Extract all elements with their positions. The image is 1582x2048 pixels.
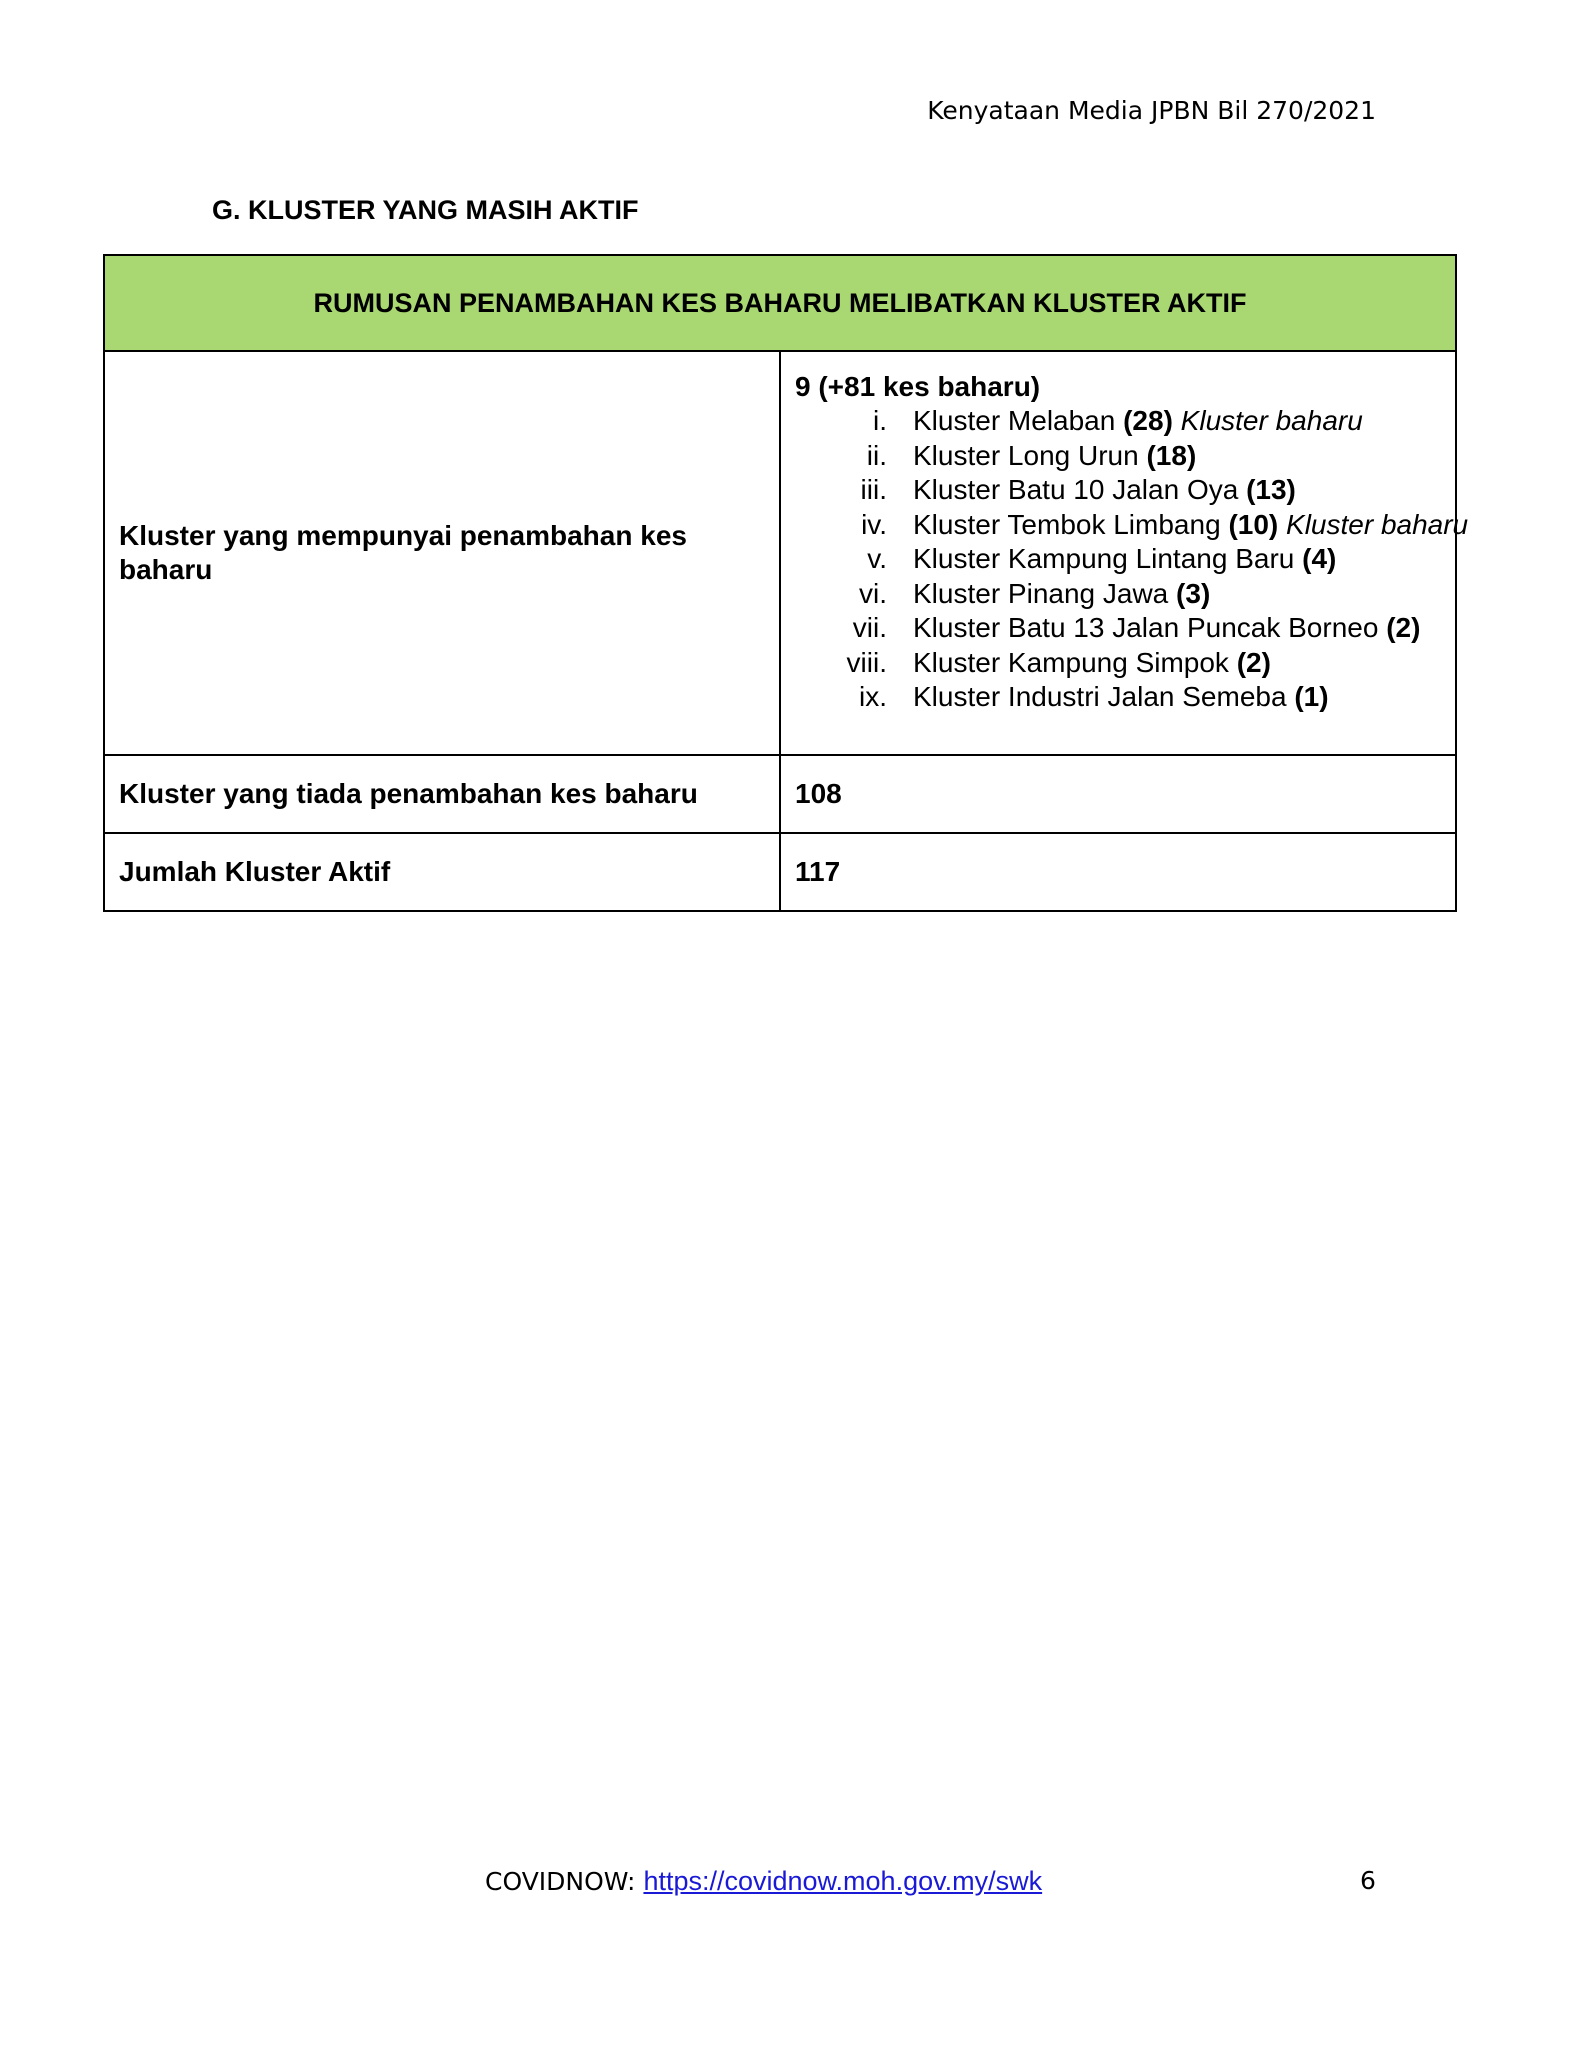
list-item bbox=[795, 473, 1441, 508]
table-row-total bbox=[104, 833, 1456, 911]
list-item bbox=[795, 404, 1441, 439]
cluster-count: (2) bbox=[1236, 646, 1271, 678]
cluster-name: Kluster Tembok Limbang bbox=[913, 508, 1229, 540]
cluster-name: Kluster Long Urun bbox=[913, 439, 1147, 471]
footer-prefix: COVIDNOW: bbox=[485, 1867, 644, 1896]
table-header: RUMUSAN PENAMBAHAN KES BAHARU MELIBATKAN KLUSTER AKTIF bbox=[104, 255, 1456, 351]
cluster-tag: Kluster baharu bbox=[1172, 405, 1363, 436]
row-label-total: Jumlah Kluster Aktif bbox=[104, 833, 780, 911]
active-cluster-table bbox=[103, 254, 1469, 912]
cluster-name: Kluster Batu 10 Jalan Oya bbox=[913, 474, 1247, 505]
cluster-numeral: ii. bbox=[866, 439, 887, 471]
cluster-name: Kluster Industri Jalan Semeba bbox=[913, 681, 1295, 712]
covidnow-link[interactable]: https://covidnow.moh.gov.my/swk bbox=[643, 1866, 1043, 1896]
cluster-count: (3) bbox=[1176, 577, 1211, 609]
row-value-total: 117 bbox=[780, 833, 1456, 911]
row-label-no-new-cases: Kluster yang tiada penambahan kes baharu bbox=[104, 755, 780, 833]
cluster-count: (10) bbox=[1228, 508, 1279, 540]
list-item bbox=[795, 577, 1441, 612]
cluster-count: (13) bbox=[1246, 474, 1296, 505]
cluster-name: Kluster Batu 13 Jalan Puncak Borneo bbox=[913, 612, 1387, 643]
cluster-numeral: vi. bbox=[859, 577, 887, 609]
list-item bbox=[795, 646, 1441, 681]
list-item bbox=[795, 439, 1441, 474]
cluster-name: Kluster Pinang Jawa bbox=[913, 577, 1177, 609]
cluster-count: (2) bbox=[1386, 612, 1421, 643]
cluster-numeral: viii. bbox=[846, 646, 887, 678]
list-item bbox=[795, 508, 1469, 543]
list-item bbox=[795, 542, 1441, 577]
row-value-new-cases bbox=[780, 351, 1469, 755]
new-cases-summary: 9 (+81 kes baharu) bbox=[795, 371, 1041, 402]
table-row-new-cases bbox=[104, 351, 1456, 755]
cluster-numeral: vii. bbox=[852, 612, 887, 643]
page-number: 6 bbox=[1360, 1866, 1376, 1895]
table-header-row bbox=[104, 255, 1456, 351]
cluster-numeral: i. bbox=[873, 405, 887, 436]
cluster-numeral: ix. bbox=[859, 681, 887, 712]
cluster-list bbox=[795, 404, 1469, 715]
cluster-numeral: iv. bbox=[861, 508, 887, 540]
row-label-new-cases: Kluster yang mempunyai penambahan kes baharu bbox=[104, 351, 780, 755]
cluster-count: (18) bbox=[1146, 439, 1197, 471]
section-title: G. KLUSTER YANG MASIH AKTIF bbox=[212, 195, 639, 225]
cluster-name: Kluster Kampung Lintang Baru bbox=[913, 543, 1303, 574]
list-item bbox=[795, 611, 1441, 646]
cluster-tag: Kluster baharu bbox=[1278, 508, 1469, 540]
cluster-count: (4) bbox=[1302, 543, 1337, 574]
cluster-count: (28) bbox=[1123, 405, 1173, 436]
cluster-count: (1) bbox=[1294, 681, 1329, 712]
document-reference: Kenyataan Media JPBN Bil 270/2021 bbox=[927, 96, 1376, 125]
row-value-no-new-cases: 108 bbox=[780, 755, 1456, 833]
table-row-no-new-cases bbox=[104, 755, 1456, 833]
cluster-name: Kluster Kampung Simpok bbox=[913, 646, 1237, 678]
cluster-name: Kluster Melaban bbox=[913, 405, 1124, 436]
cluster-numeral: iii. bbox=[860, 474, 887, 505]
footer bbox=[485, 1866, 1042, 1897]
cluster-numeral: v. bbox=[867, 543, 887, 574]
list-item bbox=[795, 680, 1441, 715]
